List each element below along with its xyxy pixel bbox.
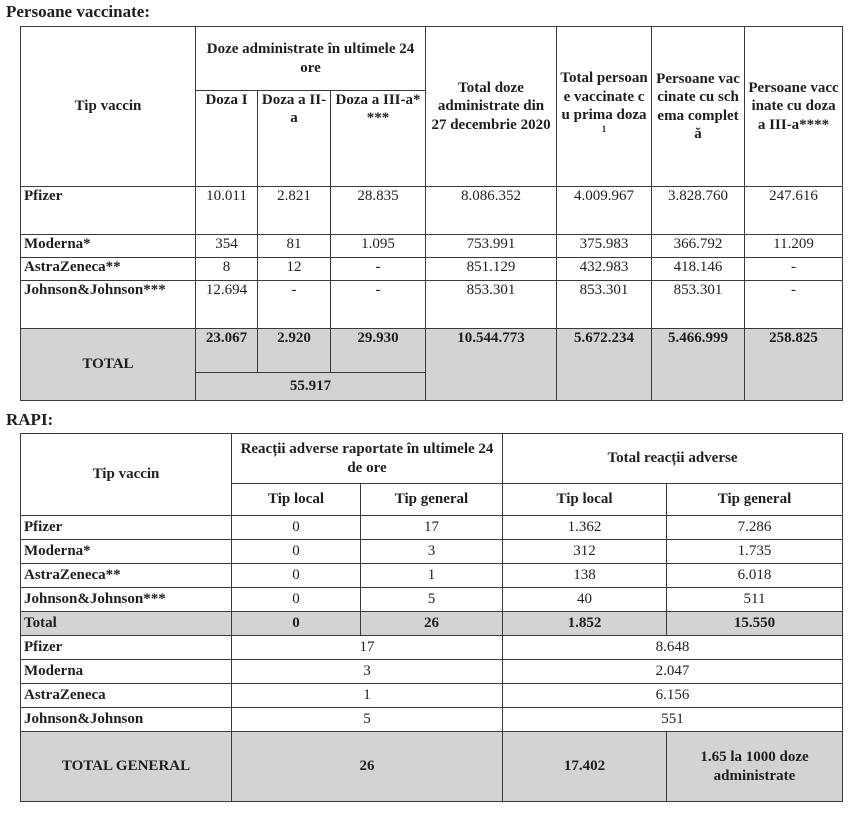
cell-vaccine: Pfizer [21,516,232,540]
cell-local-24h: 0 [232,564,361,588]
cell-vaccine: AstraZeneca** [21,258,196,281]
header-first-dose-persons: Total persoane vaccinate cu prima doza$^1$ [557,27,652,187]
cell-general-24h: 3 [361,540,503,564]
cell-general-total: 1.735 [667,540,843,564]
cell-summary-24h: 1 [232,684,503,708]
cell-vaccine: AstraZeneca [21,684,232,708]
cell-total-local-total: 1.852 [503,612,667,636]
cell-general-total: 6.018 [667,564,843,588]
cell-vaccine: Pfizer [21,636,232,660]
header-general-total: Tip general [667,484,843,516]
header-tip-vaccin: Tip vaccin [21,434,232,516]
cell-third: - [745,258,843,281]
cell-local-24h: 0 [232,588,361,612]
cell-first: 853.301 [557,281,652,329]
cell-total-first: 5.672.234 [557,329,652,401]
header-dose3: Doza a III-a**** [331,91,426,187]
cell-summary-total: 2.047 [503,660,843,684]
total-row [21,612,843,636]
cell-total-general-total: 15.550 [667,612,843,636]
cell-total: 753.991 [426,235,557,258]
cell-local-24h: 0 [232,540,361,564]
table-row [21,258,843,281]
cell-vaccine: Johnson&Johnson [21,708,232,732]
table-row [21,281,843,329]
cell-doses-24h-sum: 55.917 [196,373,426,401]
cell-summary-24h: 5 [232,708,503,732]
summary-row [21,636,843,660]
cell-dose3: - [331,258,426,281]
cell-vaccine: Moderna* [21,540,232,564]
summary-row [21,684,843,708]
cell-dose1: 10.011 [196,187,258,235]
cell-total-label: TOTAL [21,329,196,401]
cell-general-total: 7.286 [667,516,843,540]
cell-summary-total: 6.156 [503,684,843,708]
header-doses-24h: Doze administrate în ultimele 24 ore [196,27,426,91]
cell-local-total: 312 [503,540,667,564]
cell-total-label: Total [21,612,232,636]
cell-vaccine: Johnson&Johnson*** [21,281,196,329]
cell-total-general-24h: 26 [361,612,503,636]
cell-third: - [745,281,843,329]
cell-summary-total: 8.648 [503,636,843,660]
cell-local-total: 138 [503,564,667,588]
header-tip-vaccin: Tip vaccin [21,27,196,187]
total-row [21,329,843,373]
cell-dose2: - [258,281,331,329]
cell-dose2: 12 [258,258,331,281]
header-dose2: Doza a II-a [258,91,331,187]
cell-total: 853.301 [426,281,557,329]
cell-vaccine: Johnson&Johnson*** [21,588,232,612]
grand-total-row [21,732,843,802]
cell-dose3: 28.835 [331,187,426,235]
cell-dose1: 8 [196,258,258,281]
rapi-table [20,433,843,802]
cell-general-24h: 5 [361,588,503,612]
summary-row [21,708,843,732]
cell-vaccine: Pfizer [21,187,196,235]
cell-third: 11.209 [745,235,843,258]
cell-local-total: 40 [503,588,667,612]
cell-general-24h: 1 [361,564,503,588]
cell-total-dose3: 29.930 [331,329,426,373]
cell-grand-total-24h: 26 [232,732,503,802]
cell-local-total: 1.362 [503,516,667,540]
cell-local-24h: 0 [232,516,361,540]
header-complete-scheme: Persoane vaccinate cu schema completă [652,27,745,187]
cell-vaccine: AstraZeneca** [21,564,232,588]
cell-summary-24h: 3 [232,660,503,684]
vaccinated-table [20,26,843,401]
cell-total-third: 258.825 [745,329,843,401]
table-row [21,564,843,588]
cell-grand-total-label: TOTAL GENERAL [21,732,232,802]
header-local-total: Tip local [503,484,667,516]
header-total-doses: Total doze administrate din 27 decembrie 2020 [426,27,557,187]
header-adverse-total: Total reacții adverse [503,434,843,484]
cell-dose1: 12.694 [196,281,258,329]
cell-summary-24h: 17 [232,636,503,660]
cell-vaccine: Moderna* [21,235,196,258]
cell-total-doses: 10.544.773 [426,329,557,401]
cell-total: 851.129 [426,258,557,281]
section-title-vaccinated: Persoane vaccinate: [6,2,150,21]
header-dose1: Doza I [196,91,258,187]
cell-complete: 853.301 [652,281,745,329]
cell-dose3: - [331,281,426,329]
cell-third: 247.616 [745,187,843,235]
header-adverse-24h: Reacții adverse raportate în ultimele 24 de ore [232,434,503,484]
cell-complete: 418.146 [652,258,745,281]
cell-total-dose1: 23.067 [196,329,258,373]
summary-row [21,660,843,684]
cell-grand-total-total: 17.402 [503,732,667,802]
cell-summary-total: 551 [503,708,843,732]
cell-general-total: 511 [667,588,843,612]
cell-complete: 366.792 [652,235,745,258]
header-general-24h: Tip general [361,484,503,516]
cell-total-dose2: 2.920 [258,329,331,373]
table-row [21,588,843,612]
table-row [21,235,843,258]
cell-first: 375.983 [557,235,652,258]
cell-general-24h: 17 [361,516,503,540]
section-title-rapi: RAPI: [6,410,54,429]
cell-first: 432.983 [557,258,652,281]
cell-dose1: 354 [196,235,258,258]
cell-dose2: 2.821 [258,187,331,235]
table-row [21,516,843,540]
cell-total-complete: 5.466.999 [652,329,745,401]
header-third-dose-persons: Persoane vaccinate cu doza a III-a**** [745,27,843,187]
header-local-24h: Tip local [232,484,361,516]
cell-first: 4.009.967 [557,187,652,235]
table-row [21,187,843,235]
cell-total-local-24h: 0 [232,612,361,636]
cell-grand-total-rate: 1.65 la 1000 doze administrate [667,732,843,802]
cell-vaccine: Moderna [21,660,232,684]
cell-complete: 3.828.760 [652,187,745,235]
cell-total: 8.086.352 [426,187,557,235]
cell-dose3: 1.095 [331,235,426,258]
cell-dose2: 81 [258,235,331,258]
table-row [21,540,843,564]
